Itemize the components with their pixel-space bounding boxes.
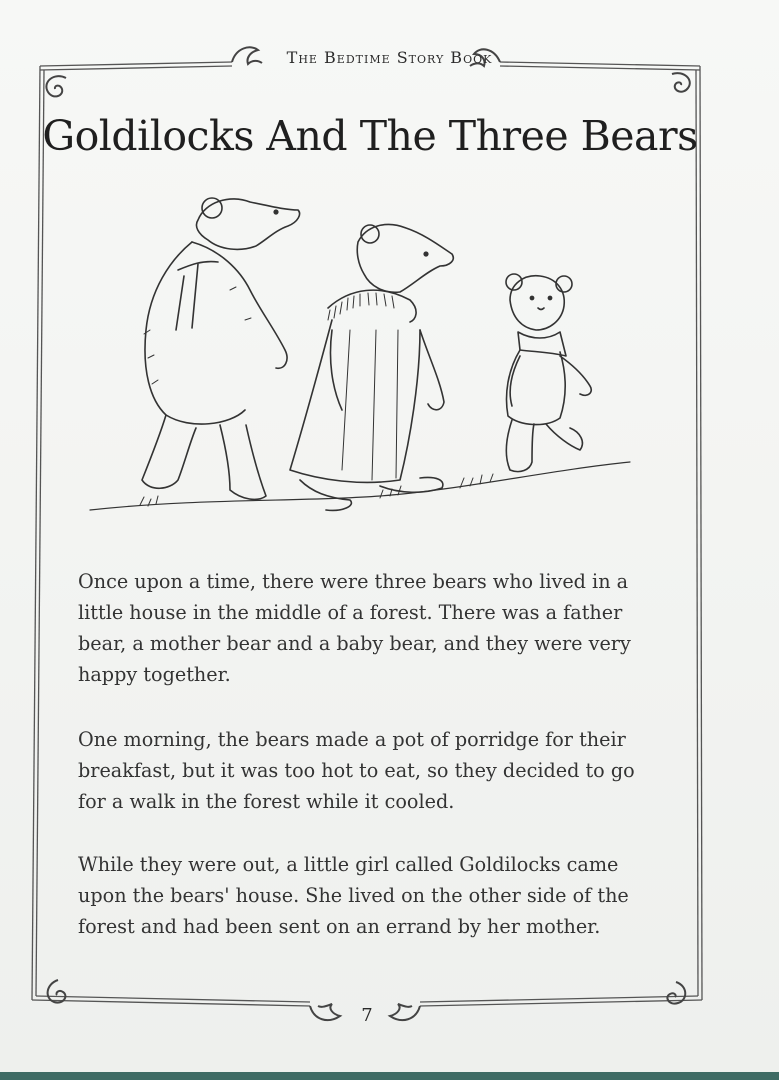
footer-flourish-left	[310, 1004, 340, 1020]
three-bears-illustration	[80, 180, 640, 525]
footer-flourish-right	[390, 1004, 420, 1020]
mother-bear	[290, 224, 453, 510]
page-number: 7	[361, 1005, 373, 1026]
book-title-header: The Bedtime Story Book	[286, 48, 493, 67]
corner-swirl-top-right	[672, 73, 690, 92]
story-title: Goldilocks And The Three Bears	[42, 112, 698, 160]
baby-ear-right	[556, 276, 572, 292]
corner-swirl-bottom-left	[48, 980, 66, 1003]
father-ear	[202, 198, 222, 218]
corner-swirl-top-left	[46, 76, 66, 96]
father-bear	[142, 198, 300, 499]
binding-edge	[0, 1072, 779, 1080]
baby-bear	[506, 274, 591, 472]
story-paragraph: One morning, the bears made a pot of porridge for their breakfast, but it was too hot to eat, so they decided to go for a walk in the forest while it cooled.	[78, 728, 635, 813]
story-paragraph: While they were out, a little girl called Goldilocks came upon the bears' house. She lived on the other side of the forest and had been sent on an errand by her mother.	[78, 853, 629, 938]
story-paragraph: Once upon a time, there were three bears who lived in a little house in the middle of a forest. There was a father bear, a mother bear and a baby bear, and they were very happy together.	[78, 570, 631, 686]
